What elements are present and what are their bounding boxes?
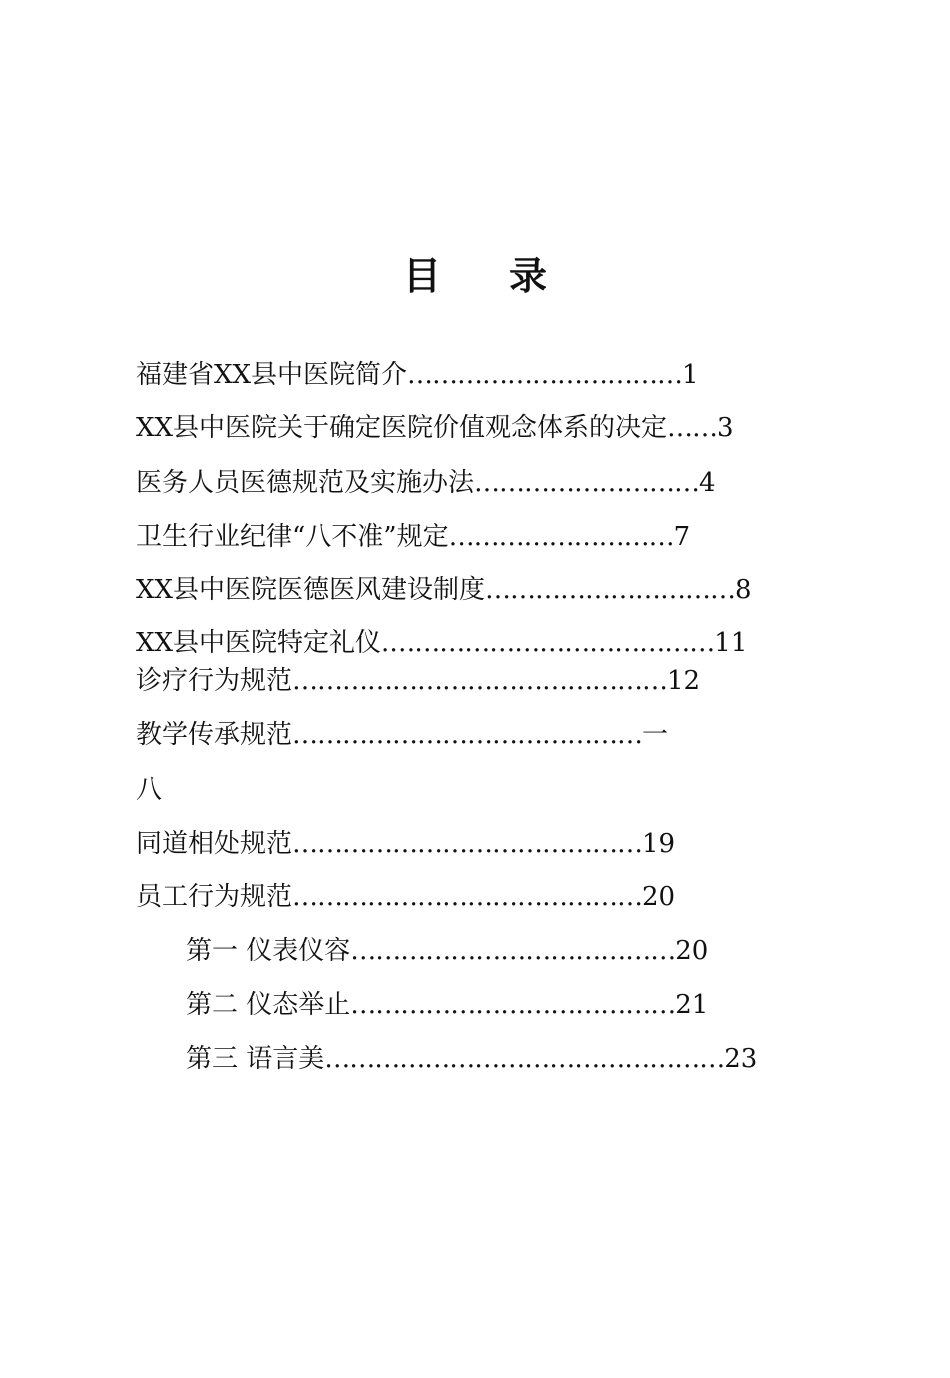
toc-leader-dots: ……………………… [448, 522, 674, 552]
toc-sub-entry[interactable] [186, 1042, 757, 1076]
toc-leader-dots: ……………………………………… [292, 666, 668, 696]
toc-entry-label: 教学传承规范 [136, 720, 293, 750]
toc-entry[interactable] [136, 626, 747, 660]
toc-page-number: 8 [735, 575, 752, 605]
toc-entry[interactable] [136, 520, 690, 554]
toc-entry[interactable] [136, 358, 699, 392]
toc-page-number: 20 [675, 936, 709, 966]
toc-leader-dots: ……………………… [474, 468, 700, 498]
toc-entry-label: 第一 仪表仪容 [186, 936, 351, 966]
toc-entry-label: 卫生行业纪律“八不准”规定 [136, 522, 449, 552]
toc-page-number: 1 [682, 360, 699, 390]
toc-entry-label: 第三 语言美 [186, 1044, 325, 1074]
toc-leader-dots: ………………………………… [350, 990, 676, 1020]
toc-page-number: 21 [675, 990, 709, 1020]
page-title-right-char: 录 [509, 253, 548, 298]
toc-entry-label: 诊疗行为规范 [136, 666, 293, 696]
toc-page-number: 一 [642, 720, 669, 750]
toc-entry[interactable] [136, 718, 668, 752]
toc-leader-dots: ………………………………… [350, 936, 676, 966]
toc-page-number: 4 [699, 468, 716, 498]
toc-entry[interactable] [136, 411, 734, 445]
toc-leader-dots: …………………………………… [292, 882, 643, 912]
toc-entry[interactable] [136, 466, 716, 500]
toc-entry[interactable] [136, 573, 752, 607]
toc-entry-label: 员工行为规范 [136, 882, 293, 912]
toc-entry[interactable] [136, 880, 675, 914]
toc-page-number: 3 [717, 413, 734, 443]
toc-leader-dots: …………………………… [407, 360, 683, 390]
toc-entry-label: 福建省XX县中医院简介 [136, 360, 408, 390]
toc-leader-dots: ………………………………………… [324, 1044, 725, 1074]
toc-page-number: 23 [724, 1044, 758, 1074]
toc-leader-dots: …………………………………… [292, 720, 643, 750]
toc-page-number: 12 [667, 666, 701, 696]
toc-sub-entry[interactable] [186, 988, 708, 1022]
toc-page-number: 11 [714, 628, 748, 658]
toc-entry-label: XX县中医院医德医风建设制度 [136, 575, 486, 605]
toc-entry-label: 医务人员医德规范及实施办法 [136, 468, 475, 498]
toc-leader-dots: …… [667, 413, 718, 443]
toc-leader-dots: ………………………………… [389, 628, 715, 658]
toc-page-number: 20 [642, 882, 676, 912]
toc-entry-label: XX县中医院特定礼仪. [136, 628, 390, 658]
toc-entry-continuation [136, 773, 162, 807]
toc-entry[interactable] [136, 664, 700, 698]
toc-page-number: 19 [642, 829, 676, 859]
toc-entry-label: 第二 仪态举止 [186, 990, 351, 1020]
page-title-left-char: 目 [402, 253, 441, 298]
toc-sub-entry[interactable] [186, 934, 708, 968]
toc-entry-label: 同道相处规范 [136, 829, 293, 859]
toc-leader-dots: …………………………………… [292, 829, 643, 859]
toc-entry-label: 八 [136, 775, 163, 805]
toc-entry[interactable] [136, 827, 675, 861]
toc-leader-dots: ………………………… [485, 575, 736, 605]
toc-page-number: 7 [673, 522, 691, 552]
toc-entry-label: XX县中医院关于确定医院价值观念体系的决定 [136, 413, 668, 443]
page-title [0, 250, 950, 302]
